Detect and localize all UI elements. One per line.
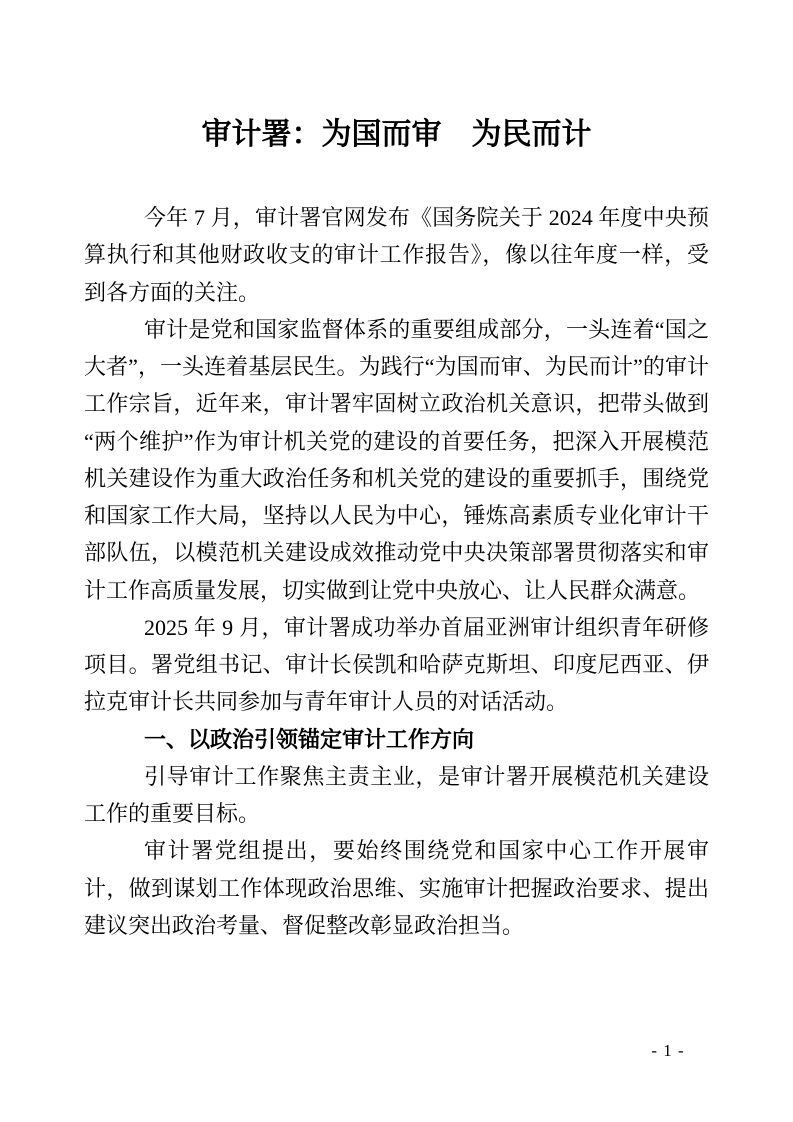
paragraph: 审计署党组提出，要始终围绕党和国家中心工作开展审计，做到谋划工作体现政治思维、实施审计把握政治要求、提出建议突出政治考量、督促整改彰显政治担当。 [84, 838, 709, 938]
section-heading: 一、以政治引领锚定审计工作方向 [144, 726, 475, 752]
paragraph: 今年 7 月，审计署官网发布《国务院关于 2024 年度中央预算执行和其他财政收支的审计工作报告》，像以往年度一样，受到各方面的关注。 [84, 205, 709, 305]
document-title: 审计署：为国而审 为民而计 [201, 118, 592, 151]
paragraph: 引导审计工作聚焦主责主业，是审计署开展模范机关建设工作的重要目标。 [84, 763, 709, 826]
document-body [84, 199, 709, 944]
paragraph: 2025 年 9 月，审计署成功举办首届亚洲审计组织青年研修项目。署党组书记、审计长侯凯和哈萨克斯坦、印度尼西亚、伊拉克审计长共同参加与青年审计人员的对话活动。 [84, 614, 709, 715]
page-number: - 1 - [651, 1041, 685, 1060]
paragraph: 审计是党和国家监督体系的重要组成部分，一头连着“国之大者”，一头连着基层民生。为践行“为国而审、为民而计”的审计工作宗旨，近年来，审计署牢固树立政治机关意识，把带头做到“两个维护”作为审计机关党的建设的首要任务，把深入开展模范机关建设作为重大政治任务和机关党的建设的重要抓手，围绕党和国家工作大局，坚持以人民为中心，锤炼高素质专业化审计干部队伍，以模范机关建设成效推动党中央决策部署贯彻落实和审计工作高质量发展，切实做到让党中央放心、让人民群众满意。 [84, 316, 709, 603]
